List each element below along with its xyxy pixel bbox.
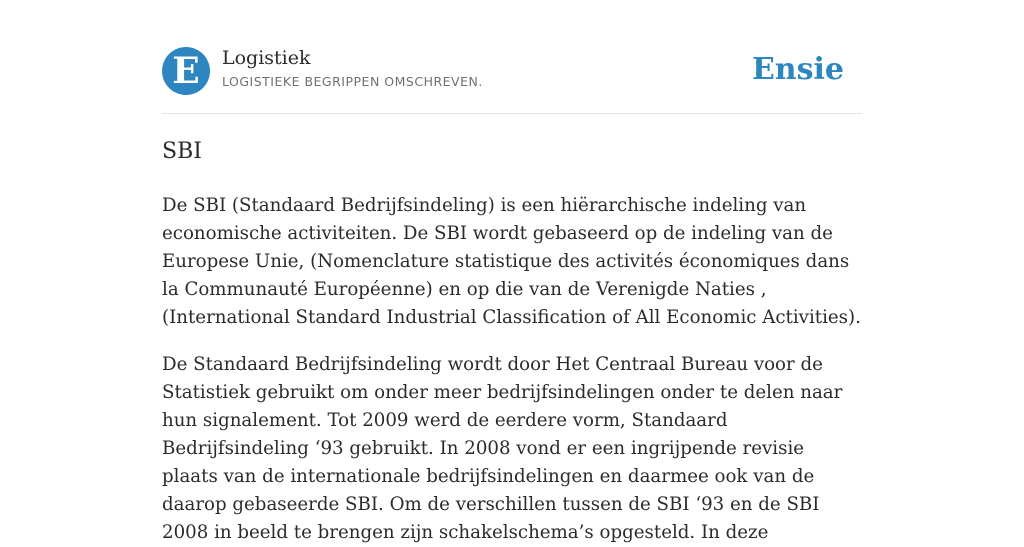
header-divider: [162, 113, 862, 114]
article-paragraph: De Standaard Bedrijfsindeling wordt door Het Centraal Bureau voor de Statistiek gebruikt om onder meer bedrijfsindelingen onder te delen naar hun signalement. Tot 2009 werd de eerdere vorm, Standaard Bedrijfsindeling ‘93 gebruikt. In 2008 vond er een ingrijpende revisie plaats van de internationale bedrijfsindelingen en daarmee ook van de daarop gebaseerde SBI. Om de verschillen tussen de SBI ‘93 en de SBI 2008 in beeld te brengen zijn schakelschema’s opgesteld. In deze: [162, 354, 843, 543]
site-subtitle: LOGISTIEKE BEGRIPPEN OMSCHREVEN.: [222, 74, 483, 89]
site-title[interactable]: Logistiek: [222, 47, 311, 69]
article-paragraph: De SBI (Standaard Bedrijfsindeling) is een hiërarchische indeling van economische activiteiten. De SBI wordt gebaseerd op de indeling van de Europese Unie, (Nomenclature statistique des activités économiques dans la Communauté Européenne) en op die van de Verenigde Naties , (International Standard Industrial Classification of All Economic Activities).: [162, 195, 861, 328]
site-logo-icon[interactable]: E: [162, 47, 210, 95]
article: [162, 136, 864, 547]
site-header: [162, 46, 862, 96]
article-title: SBI: [162, 139, 202, 164]
ensie-brand-link[interactable]: Ensie: [751, 52, 844, 87]
